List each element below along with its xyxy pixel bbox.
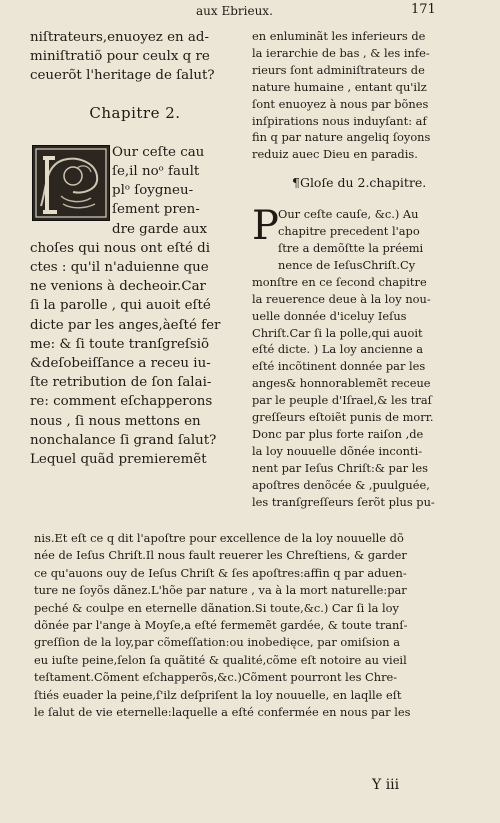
right-column (252, 28, 462, 510)
woodcut-initial-graphic (33, 146, 109, 220)
text-line: uelle donnée d'iceluy Ieſus (252, 308, 407, 323)
text-line: re: comment eſchapperons (30, 394, 213, 410)
text-line: le ſalut de vie eternelle:laquelle a eſté confermée en nous par les (34, 705, 411, 720)
pilcrow-icon: ¶ (292, 175, 300, 191)
text-line: eſté incõtinent donnée par les (252, 359, 426, 374)
decorated-initial-p-icon (32, 145, 110, 221)
text-line: me: & ſi toute tranſgreſsiõ (30, 336, 210, 352)
text-line: ctes : qu'il n'aduienne que (30, 260, 209, 276)
text-line: nent par Ieſus Chriſt:& par les (252, 460, 428, 475)
text-line: ture ne ſoyõs dãnez.L'hõe par nature , va à la mort naturelle:par (34, 583, 407, 598)
text-line: rieurs ſont adminiſtrateurs de (252, 62, 425, 77)
text-line: ſement pren- (112, 202, 200, 218)
text-line: la loy nouuelle dõnée inconti- (252, 443, 423, 458)
chapter-title: Chapitre 2. (89, 103, 181, 122)
text-line: en enluminãt les inferieurs de (252, 29, 426, 43)
text-line: monſtre en ce ſecond chapitre (252, 274, 427, 289)
text-line: anges& honnorablemẽt receue (252, 376, 431, 391)
gloss-initial-letter: P (252, 203, 279, 250)
text-line: ne venions à decheoir.Car (30, 279, 206, 295)
text-line: ſtiés euader la peine,ſ'ilz deſpriſent la loy nouuelle, en laqlle eſt (34, 687, 402, 702)
text-line: par le peuple d'Iſrael,& les traſ (252, 393, 432, 408)
text-line: dõnée par l'ange à Moyſe,a eſté fermemẽt gardée, & toute tranſ- (34, 618, 408, 633)
text-line: dre garde aux (112, 221, 208, 237)
left-column (30, 28, 240, 469)
text-line: ſte retribution de ſon ſalai- (30, 375, 212, 391)
text-line: &deſobeiſſance a receu iu- (30, 356, 211, 372)
gloss-initial-block (252, 203, 462, 274)
text-line: nis.Et eſt ce q dit l'apoſtre pour excellence de la loy nouuelle dõ (34, 531, 404, 545)
text-line: eſté dicte. ) La loy ancienne a (252, 342, 424, 357)
gloss-title (292, 175, 462, 192)
text-line: Lequel quãd premieremẽt (30, 452, 207, 468)
text-line: Donc par plus forte raiſon ,de (252, 426, 424, 441)
text-line: la reuerence deue à la loy nou- (252, 291, 431, 306)
text-line: ſe,il noᵒ fault (112, 164, 200, 180)
text-line: apoſtres denõcée & ,puulguée, (252, 477, 430, 492)
text-line: miniſtratiõ pour ceulx q re (30, 49, 210, 65)
text-line: ſtre a demõſtte la préemi (278, 240, 424, 255)
text-line: peché & coulpe en eternelle dãnation.Si toute,&c.) Car ſi la loy (34, 600, 399, 615)
running-title: aux Ebrieux. (196, 4, 273, 18)
text-line: Chriſt.Car ſi la polle,qui auoit (252, 325, 423, 340)
text-line: les tranſgreſſeurs ſerõt plus pu- (252, 494, 435, 509)
text-line: Our ceſte cau (112, 144, 205, 160)
signature-mark: Y iii (372, 777, 400, 793)
text-line: Our ceſte cauſe, &c.) Au (278, 207, 419, 222)
text-line: fin q par nature angeliq ſoyons (252, 130, 431, 145)
text-line: ce qu'auons ouy de Ieſus Chriſt & ſes apoſtres:affin q par aduen- (34, 565, 407, 580)
text-line: greſſion de la loy,par cõmeſſation:ou inobedięce, par omiſsion a (34, 635, 401, 650)
running-header (0, 2, 500, 22)
text-line: ſi la parolle , qui auoit eſté (30, 298, 211, 314)
gloss-title-text: Gloſe du 2.chapitre. (299, 175, 427, 191)
text-line: nature humaine , entant qu'ilz (252, 79, 427, 94)
text-line: reduiz auec Dieu en paradis. (252, 147, 418, 162)
full-width-gloss (34, 530, 464, 721)
text-line: nous , ſi nous mettons en (30, 413, 201, 429)
text-line: plᵒ ſoygneu- (112, 183, 194, 199)
text-line: niſtrateurs,enuoyez en ad- (30, 30, 210, 45)
text-line: la ierarchie de bas , & les infe- (252, 45, 430, 60)
text-line: choſes qui nous ont eſté di (30, 240, 210, 256)
text-line: chapitre precedent l'apo (278, 224, 420, 239)
text-line: eu iuſte peine,ſelon ſa quãtité & qualité,cõme eſt notoire au vieil (34, 652, 407, 667)
text-line: née de Ieſus Chriſt.Il nous fault reuerer les Chreſtiens, & garder (34, 548, 407, 563)
text-line: inſpirations nous induyſant: af (252, 113, 427, 128)
text-line: nence de IeſusChriſt.Cy (278, 257, 416, 272)
text-line: ceuerõt l'heritage de ſalut? (30, 68, 215, 84)
text-line: ſont enuoyez à nous par bõnes (252, 96, 429, 111)
text-line: nonchalance ſi grand ſalut? (30, 432, 217, 448)
text-line: greſſeurs eſtoiẽt punis de morr. (252, 410, 434, 425)
page-number: 171 (411, 2, 436, 17)
text-line: dicte par les anges,àeſté fer (30, 317, 221, 333)
text-line: teſtament.Cõment eſchapperõs,&c.)Cõment pourront les Chre- (34, 670, 398, 685)
